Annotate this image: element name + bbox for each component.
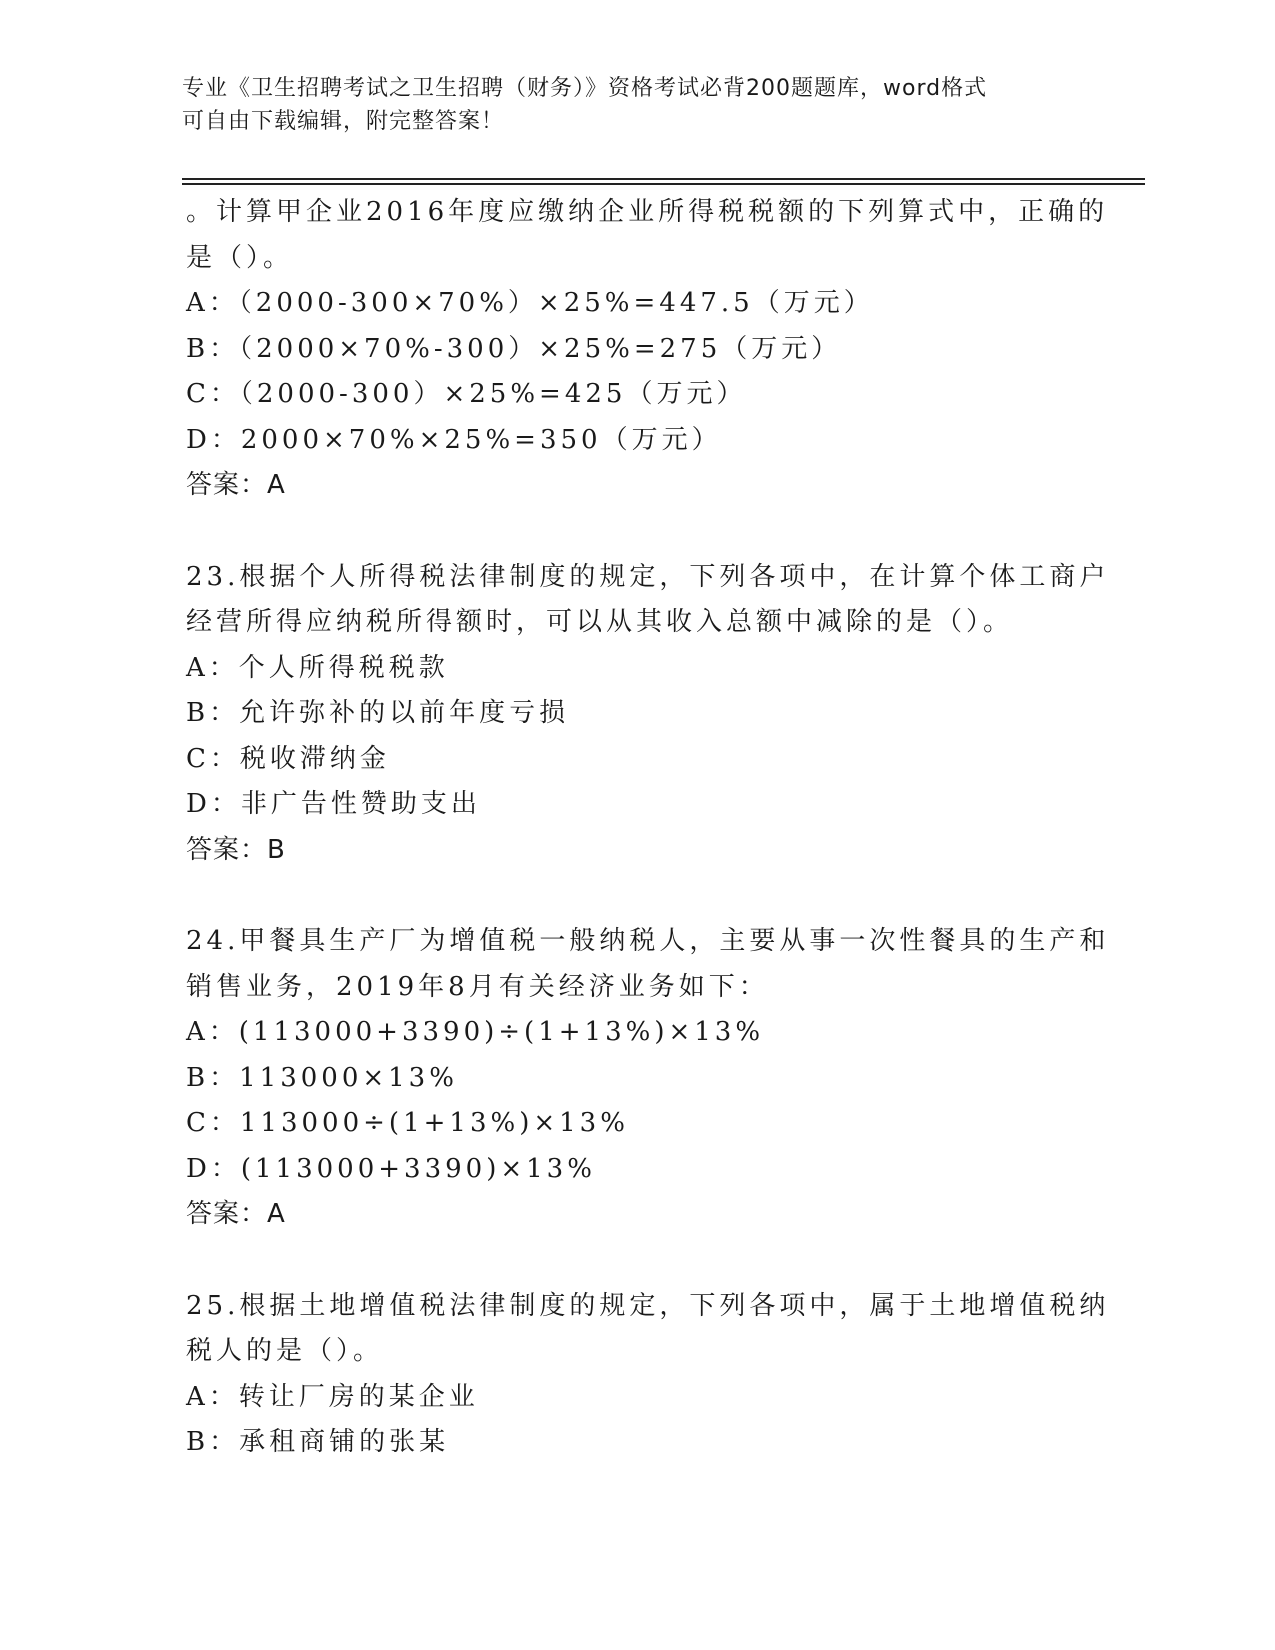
header-rule-bottom bbox=[182, 183, 1145, 185]
question-stem-line: 25.根据土地增值税法律制度的规定，下列各项中，属于土地增值税纳 bbox=[186, 1290, 1110, 1321]
answer-line: 答案：A bbox=[186, 1199, 286, 1229]
option-a: A：(113000+3390)÷(1+13%)×13% bbox=[186, 1017, 765, 1047]
question-list bbox=[186, 190, 1110, 1466]
option-c: C：税收滞纳金 bbox=[186, 743, 390, 774]
option-b: B：113000×13% bbox=[186, 1062, 458, 1093]
document-header bbox=[182, 72, 1082, 138]
option-a: A：转让厂房的某企业 bbox=[186, 1381, 479, 1412]
option-b: B：允许弥补的以前年度亏损 bbox=[186, 698, 570, 728]
question-stem-line: 。计算甲企业2016年度应缴纳企业所得税税额的下列算式中，正确的 bbox=[186, 197, 1109, 227]
question-stem-line: 24.甲餐具生产厂为增值税一般纳税人，主要从事一次性餐具的生产和 bbox=[186, 926, 1110, 956]
spacer bbox=[186, 873, 1086, 919]
option-b: B：（2000×70%-300）×25%=275（万元） bbox=[186, 333, 842, 364]
question-stem-line: 23.根据个人所得税法律制度的规定，下列各项中，在计算个体工商户 bbox=[186, 561, 1110, 592]
question-block-22 bbox=[186, 190, 1109, 509]
spacer bbox=[186, 1238, 1086, 1284]
answer-line: 答案：A bbox=[186, 470, 286, 500]
question-stem-line: 销售业务，2019年8月有关经济业务如下： bbox=[186, 971, 769, 1002]
option-d: D：非广告性赞助支出 bbox=[186, 789, 481, 819]
question-stem-line: 税人的是（）。 bbox=[186, 1336, 384, 1366]
question-stem-line: 经营所得应纳税所得额时，可以从其收入总额中减除的是（）。 bbox=[186, 607, 1014, 637]
option-d: D：2000×70%×25%=350（万元） bbox=[186, 424, 722, 455]
question-block-25 bbox=[186, 1284, 1110, 1466]
header-line-1: 专业《卫生招聘考试之卫生招聘（财务）》资格考试必背200题题库，word格式 bbox=[182, 76, 988, 101]
answer-line: 答案：B bbox=[186, 834, 286, 865]
option-c: C：113000÷(1+13%)×13% bbox=[186, 1108, 629, 1138]
question-stem-line: 是（）。 bbox=[186, 242, 294, 273]
header-line-2: 可自由下载编辑，附完整答案！ bbox=[182, 109, 505, 134]
spacer bbox=[186, 509, 1086, 555]
option-c: C：（2000-300）×25%=425（万元） bbox=[186, 379, 747, 409]
option-d: D：(113000+3390)×13% bbox=[186, 1153, 596, 1184]
header-rule-top bbox=[182, 178, 1145, 180]
question-block-24 bbox=[186, 919, 1110, 1238]
option-a: A：个人所得税税款 bbox=[186, 652, 449, 683]
option-b: B：承租商铺的张某 bbox=[186, 1427, 450, 1457]
question-block-23 bbox=[186, 555, 1110, 874]
option-a: A：（2000-300×70%）×25%=447.5（万元） bbox=[186, 288, 874, 318]
